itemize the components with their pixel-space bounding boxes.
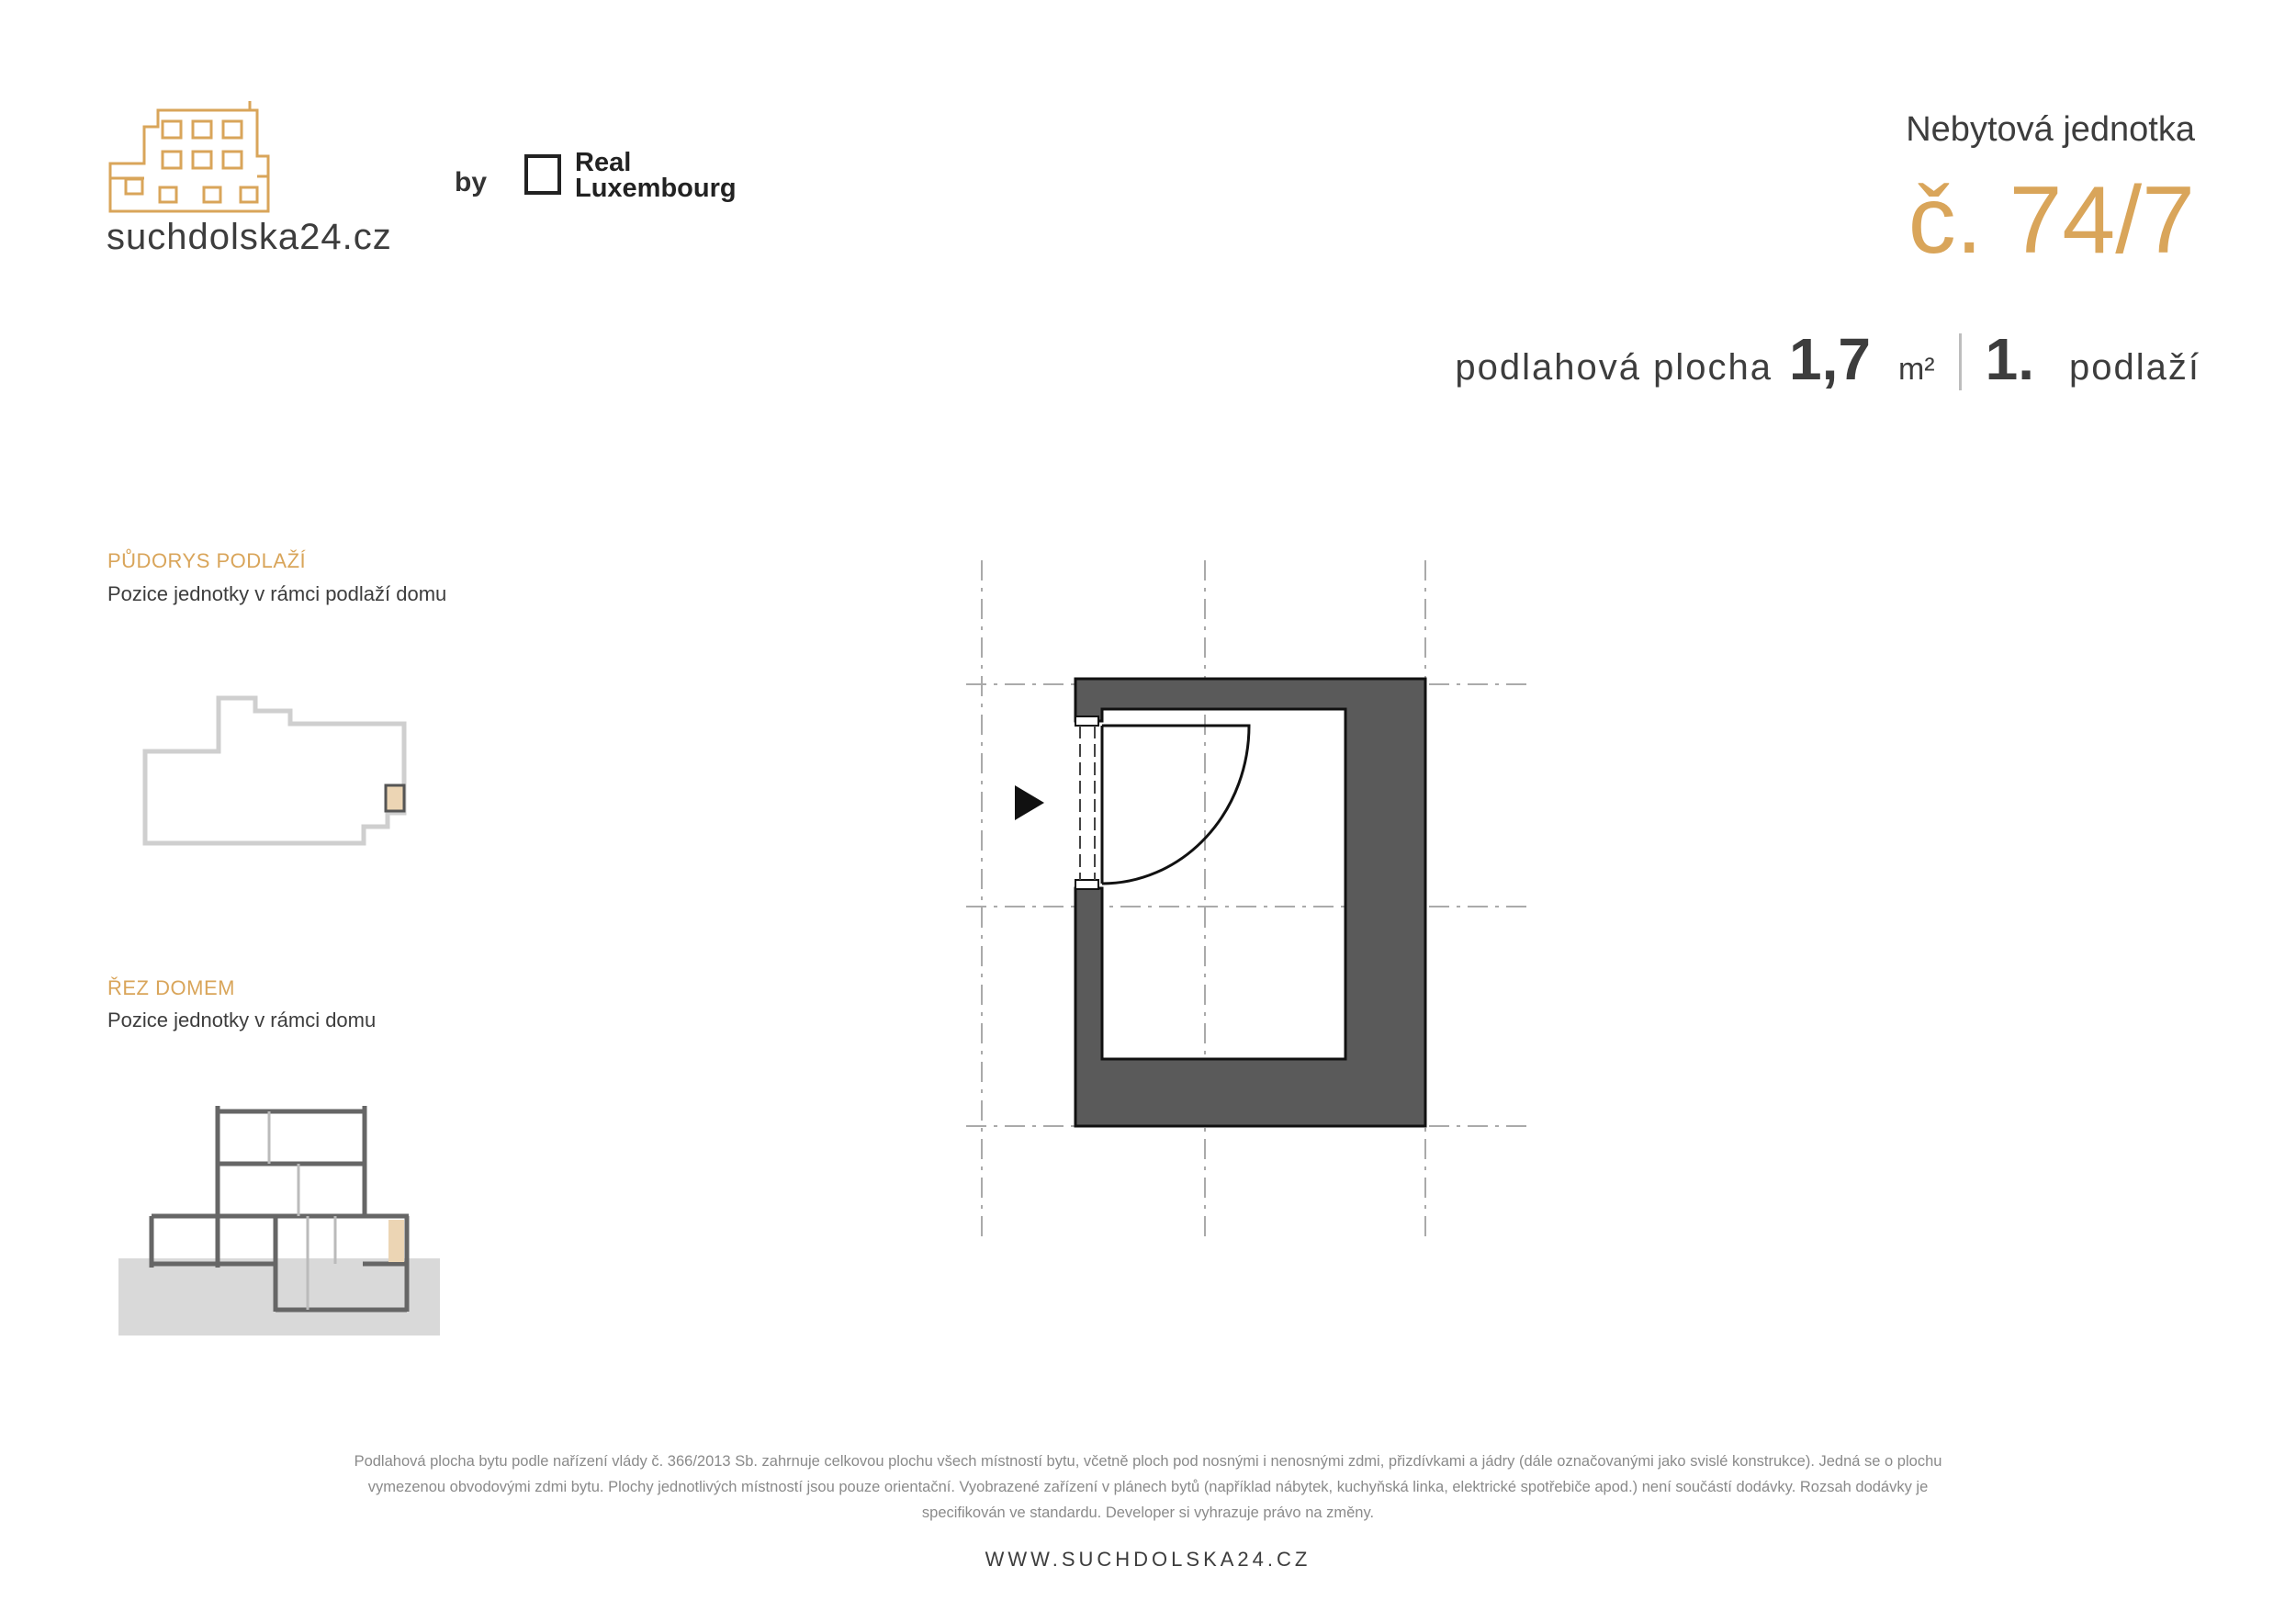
developer-line-2: Luxembourg	[575, 174, 737, 203]
unit-floor-plan	[955, 560, 1561, 1249]
disclaimer-line-3: specifikován ve standardu. Developer si vyhrazuje právo na změny.	[921, 1505, 1375, 1521]
section-cut-thumbnail	[115, 1102, 445, 1341]
floor-value: 1.	[1985, 326, 2035, 392]
real-luxembourg-square-icon	[524, 154, 561, 195]
floor-plan-subtitle: Pozice jednotky v rámci podlaží domu	[107, 582, 447, 605]
site-name: suchdolska24.cz	[107, 217, 392, 257]
stats-divider	[1959, 333, 1962, 390]
disclaimer-line-2: vymezenou obvodovými zdmi bytu. Plochy jednotlivých místností jsou pouze orientační. Vyobrazené zařízení v plánech bytů (například nábytek, kuchyňská linka, elektrické spotřebiče apod.) není součástí dodávky. Rozsah dodávky je	[367, 1479, 1929, 1495]
floor-label: podlaží	[2069, 347, 2200, 388]
floor-plan-title: PŮDORYS PODLAŽÍ	[107, 549, 307, 572]
unit-walls	[1075, 679, 1425, 1126]
disclaimer	[119, 1448, 2177, 1526]
unit-highlight-section	[388, 1220, 404, 1262]
door-swing	[1102, 726, 1249, 884]
section-cut-title: ŘEZ DOMEM	[107, 976, 235, 999]
website-link[interactable]: WWW.SUCHDOLSKA24.CZ	[985, 1548, 1311, 1571]
disclaimer-line-1: Podlahová plocha bytu podle nařízení vlády č. 366/2013 Sb. zahrnuje celkovou plochu všech místností bytu, včetně ploch pod nosnými i nenosnými zdmi, přizdívkami a jádry (dále označovanými jako svislé konstrukce). Jedná se o plochu	[354, 1453, 1942, 1470]
developer-logo-text	[575, 150, 737, 201]
area-unit: m²	[1897, 352, 1935, 387]
door-jamb-top	[1075, 716, 1098, 726]
floor-plan-thumbnail	[138, 689, 422, 854]
by-label: by	[455, 167, 488, 197]
section-cut-subtitle: Pozice jednotky v rámci domu	[107, 1009, 377, 1031]
unit-number: č. 74/7	[1908, 167, 2195, 274]
area-label: podlahová plocha	[1455, 347, 1773, 388]
unit-highlight	[386, 785, 404, 811]
area-value: 1,7	[1789, 326, 1871, 392]
unit-stats	[1455, 325, 2200, 399]
developer-line-1: Real	[575, 148, 632, 177]
building-logo-icon	[103, 101, 287, 216]
door-jamb-bottom	[1075, 880, 1098, 889]
unit-label: Nebytová jednotka	[1906, 110, 2195, 149]
entrance-arrow-icon	[1015, 785, 1044, 820]
